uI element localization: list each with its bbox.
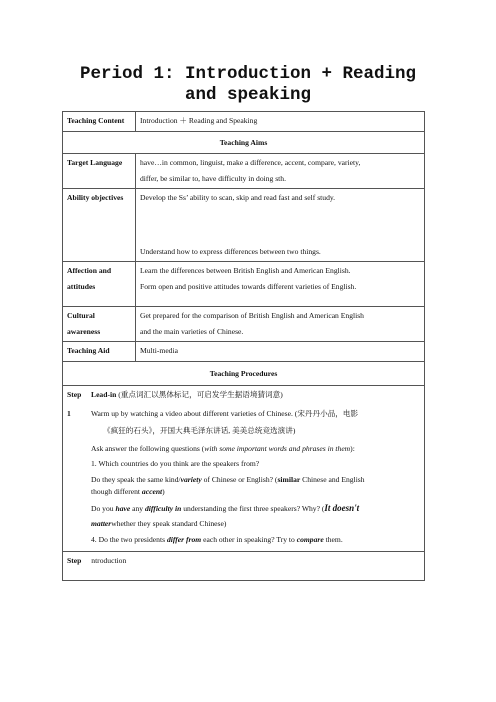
- q4-e: them.: [323, 534, 343, 544]
- lesson-plan-table: [62, 111, 425, 581]
- q3-a: Do you: [91, 503, 116, 513]
- leadin-note: (重点词汇以黑体标记，可启发学生据语境猜词意): [116, 390, 283, 399]
- cultural-value: [136, 307, 425, 342]
- ability-label: Ability objectives: [63, 189, 136, 262]
- q3-g: matter: [91, 519, 112, 528]
- step1-inner: [63, 386, 424, 551]
- warmup-line2: 《疯狂的石头》，开国大典毛泽东讲话, 美美总统竞选演讲): [103, 426, 296, 435]
- q4-b: differ from: [166, 534, 202, 544]
- row-target-language: [63, 154, 425, 189]
- row-procedures: [63, 361, 425, 386]
- target-language-value: [136, 154, 425, 189]
- ability-line2: Understand how to express differences between two things.: [140, 246, 321, 256]
- row-cultural: [63, 307, 425, 342]
- warmup-line1: Warm up by watching a video about different varieties of Chinese. (宋丹丹小品，电影: [91, 408, 359, 418]
- cultural-label-line2: awareness: [67, 326, 101, 336]
- step2-label: Step: [67, 556, 82, 565]
- q2-f: though different: [91, 487, 142, 496]
- q2-c: of Chinese or English? (: [201, 474, 278, 484]
- affection-label-line2: attitudes: [67, 281, 96, 291]
- step1-content: [87, 386, 424, 551]
- q2-g: accent: [141, 487, 163, 496]
- q4-c: each other in speaking? Try to: [201, 534, 297, 544]
- q3-d: difficulty in: [145, 503, 182, 513]
- target-language-label: Target Language: [63, 154, 136, 189]
- step1-label: [63, 386, 87, 551]
- step1-word: Step: [67, 390, 82, 399]
- q2-h: ): [162, 487, 165, 496]
- teaching-procedures-heading: Teaching Procedures: [63, 361, 425, 386]
- affection-line1: Learn the differences between British English and American English.: [140, 266, 351, 275]
- affection-line2: Form open and positive attitudes towards different varieties of English.: [140, 281, 357, 291]
- row-teaching-content: [63, 112, 425, 132]
- step2-text: ntroduction: [91, 556, 127, 565]
- affection-label: [63, 262, 136, 307]
- affection-label-line1: Affection and: [67, 266, 112, 275]
- teaching-aid-label: Teaching Aid: [63, 342, 136, 362]
- step2-cell: [63, 552, 425, 581]
- q2-d: similar: [277, 474, 301, 484]
- page-title: Period 1: Introduction + Reading and speaking: [79, 64, 417, 105]
- question-1: 1. Which countries do you think are the speakers from?: [91, 459, 260, 468]
- cultural-label-line1: Cultural: [67, 311, 95, 320]
- q4-a: 4. Do the two presidents: [91, 534, 167, 544]
- teaching-aims-heading: Teaching Aims: [63, 131, 425, 154]
- row-step2: [63, 552, 425, 581]
- q3-h: whether they speak standard Chinese): [111, 519, 227, 528]
- ability-value: [136, 189, 425, 262]
- q2-a: Do they speak the same kind/: [91, 474, 181, 484]
- q3-c: any: [130, 503, 145, 513]
- q4-d: compare: [296, 534, 324, 544]
- q2-b: variety: [180, 474, 202, 484]
- step1-number: 1: [67, 408, 71, 418]
- row-affection: [63, 262, 425, 307]
- q3-b: have: [115, 503, 131, 513]
- q3-e: understanding the first three speakers? Why? (: [181, 503, 325, 513]
- cultural-line1: Get prepared for the comparison of British English and American English: [140, 311, 364, 320]
- ask-b: ):: [350, 443, 355, 453]
- row-teaching-aims: [63, 131, 425, 154]
- q2-e: Chinese and English: [300, 474, 365, 484]
- teaching-content-label: Teaching Content: [63, 112, 136, 132]
- ask-a: Ask answer the following questions (: [91, 443, 205, 453]
- q3-f: It doesn't: [324, 502, 360, 513]
- row-step1: [63, 386, 425, 552]
- teaching-content-value: Introduction ＋ Reading and Speaking: [136, 112, 425, 132]
- cultural-label: [63, 307, 136, 342]
- row-teaching-aid: [63, 342, 425, 362]
- cultural-line2: and the main varieties of Chinese.: [140, 326, 244, 336]
- ability-line1: Develop the Ss’ ability to scan, skip and read fast and self study.: [140, 193, 336, 202]
- leadin-heading: Lead-in: [91, 390, 117, 399]
- affection-value: [136, 262, 425, 307]
- ask-italic: with some important words and phrases in them: [204, 443, 351, 453]
- target-language-line2: differ, be similar to, have difficulty in doing sth.: [140, 173, 286, 183]
- target-language-line1: have…in common, linguist, make a difference, accent, compare, variety,: [140, 158, 361, 167]
- row-ability: [63, 189, 425, 262]
- teaching-aid-value: Multi-media: [136, 342, 425, 362]
